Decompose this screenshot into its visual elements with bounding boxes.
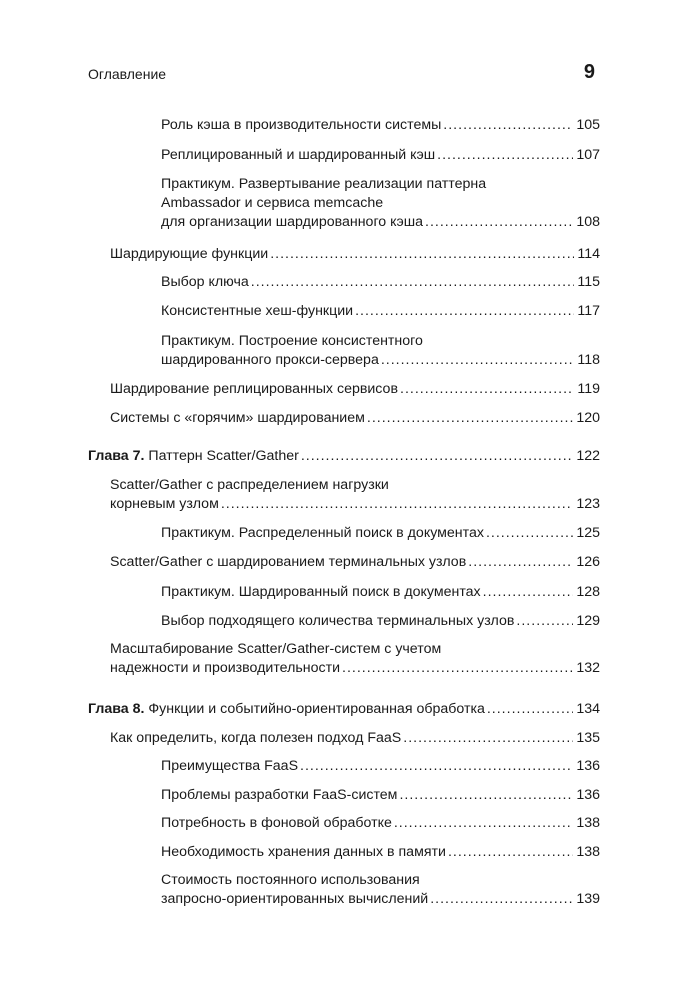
toc-entry <box>161 175 600 232</box>
toc-entry-line: Scatter/Gather с распределением нагрузки <box>110 477 389 493</box>
toc-entry-title-text: Необходимость хранения данных в памяти <box>161 844 446 860</box>
toc-entry-title <box>110 495 219 514</box>
toc-entry-last-line <box>161 843 600 862</box>
toc-entry <box>110 476 600 514</box>
toc-entry-title-text: надежности и производительности <box>110 660 340 676</box>
toc-page-number: 122 <box>576 448 600 464</box>
toc-entry-title <box>161 273 249 292</box>
toc-entry-title <box>110 729 401 748</box>
toc-entry-title <box>161 524 484 543</box>
toc-entry <box>110 409 600 428</box>
toc-page-number: 138 <box>576 844 600 860</box>
chapter-label: Глава 7. <box>88 448 145 464</box>
toc-entry-title <box>161 302 353 321</box>
toc-chapter-entry <box>88 447 600 466</box>
toc-entry-last-line <box>110 495 600 514</box>
toc-entry-last-line <box>161 890 600 909</box>
toc-page-number: 107 <box>576 147 600 163</box>
toc-entry-title <box>161 786 397 805</box>
toc-page-number: 132 <box>576 660 600 676</box>
toc-entry-title <box>88 447 299 466</box>
toc-entry-last-line <box>88 700 600 719</box>
toc-entry-last-line <box>161 213 600 232</box>
toc-page-number: 128 <box>576 584 600 600</box>
toc-entry-title-text: Scatter/Gather с шардированием терминальных узлов <box>110 554 467 570</box>
toc-entry-title-text: Системы с «горячим» шардированием <box>110 410 365 426</box>
toc-entry-last-line <box>110 659 600 678</box>
dot-leader <box>355 302 574 321</box>
toc-entry <box>110 245 600 264</box>
toc-entry-title <box>161 146 435 165</box>
toc-entry-last-line <box>110 729 600 748</box>
toc-entry-line: Ambassador и сервиса memcache <box>161 195 384 211</box>
toc-entry-title-text: Функции и событийно-ориентированная обработка <box>148 701 485 717</box>
toc-page-number: 119 <box>577 381 600 397</box>
toc-entry-line: Практикум. Развертывание реализации паттерна <box>161 176 487 192</box>
toc-entry <box>161 524 600 543</box>
toc-entry-last-line <box>88 447 600 466</box>
toc-entry-title-text: Практикум. Шардированный поиск в документах <box>161 584 481 600</box>
toc-entry <box>161 871 600 909</box>
toc-entry-title <box>161 612 514 631</box>
toc-entry-title <box>88 700 485 719</box>
toc-entry-title-text: Проблемы разработки FaaS-систем <box>161 787 398 803</box>
toc-entry-title <box>110 409 365 428</box>
toc-entry-last-line <box>161 116 600 135</box>
toc-entry <box>161 116 600 135</box>
toc-entry <box>161 757 600 776</box>
toc-entry-title <box>161 351 379 370</box>
toc-page-number: 136 <box>576 758 600 774</box>
toc-page-number: 120 <box>576 410 600 426</box>
toc-page-number: 108 <box>576 214 600 230</box>
toc-page-number: 129 <box>576 613 600 629</box>
dot-leader <box>270 245 574 264</box>
toc-entry-title-text: Паттерн Scatter/Gather <box>148 448 299 464</box>
toc-entry-last-line <box>110 553 600 572</box>
dot-leader <box>483 583 574 602</box>
toc-entry-title-text: Выбор подходящего количества терминальных узлов <box>161 613 515 629</box>
chapter-label: Глава 8. <box>88 701 145 717</box>
dot-leader <box>301 447 574 466</box>
dot-leader <box>400 380 574 399</box>
toc-page-number: 114 <box>577 246 600 262</box>
dot-leader <box>399 786 573 805</box>
toc-entry-title-text: корневым узлом <box>110 496 219 512</box>
toc-page-number: 123 <box>576 496 600 512</box>
toc-entry-last-line <box>110 380 600 399</box>
toc-entry-line: Стоимость постоянного использования <box>161 872 420 888</box>
toc-entry-title-text: запросно-ориентированных вычислений <box>161 891 429 907</box>
dot-leader <box>486 524 573 543</box>
toc-entry-title-text: Как определить, когда полезен подход FaaS <box>110 730 402 746</box>
toc-entry-last-line <box>161 814 600 833</box>
toc-entry-last-line <box>161 351 600 370</box>
toc-entry-title-text: Практикум. Распределенный поиск в документах <box>161 525 484 541</box>
dot-leader <box>403 729 573 748</box>
toc-entry-title <box>161 583 481 602</box>
toc-page-number: 126 <box>576 554 600 570</box>
toc-entry-title <box>110 380 398 399</box>
toc-entry <box>161 302 600 321</box>
dot-leader <box>425 213 573 232</box>
dot-leader <box>443 116 573 135</box>
toc-entry-last-line <box>161 302 600 321</box>
toc-entry <box>161 273 600 292</box>
dot-leader <box>437 146 573 165</box>
toc-page-number: 136 <box>576 787 600 803</box>
toc-page-number: 125 <box>576 525 600 541</box>
toc-entry-last-line <box>161 273 600 292</box>
toc-page-number: 105 <box>576 117 600 133</box>
dot-leader <box>487 700 573 719</box>
toc-page-number: 118 <box>577 352 600 368</box>
toc-entry <box>110 380 600 399</box>
toc-entry-title-text: Роль кэша в производительности системы <box>161 117 442 133</box>
dot-leader <box>342 659 573 678</box>
toc-entry <box>161 843 600 862</box>
toc-entry-title-text: Потребность в фоновой обработке <box>161 815 392 831</box>
toc-entry-title <box>110 553 466 572</box>
page-number: 9 <box>583 61 595 83</box>
toc-page-number: 117 <box>577 303 600 319</box>
toc-entry-last-line <box>110 409 600 428</box>
dot-leader <box>300 757 573 776</box>
toc-page-number: 138 <box>576 815 600 831</box>
toc-entry <box>161 583 600 602</box>
toc-entry-title-text: Шардирующие функции <box>110 246 269 262</box>
toc-entry <box>110 553 600 572</box>
toc-entry-title-text: Выбор ключа <box>161 274 249 290</box>
toc-entry-last-line <box>161 524 600 543</box>
dot-leader <box>221 495 574 514</box>
toc-entry-title-text: Преимущества FaaS <box>161 758 299 774</box>
toc-entry-line: Масштабирование Scatter/Gather-систем с учетом <box>110 641 442 657</box>
toc-entry-title <box>110 659 340 678</box>
toc-entry-title <box>161 757 298 776</box>
toc-entry-title <box>161 213 423 232</box>
toc-entry-title-text: для организации шардированного кэша <box>161 214 424 230</box>
toc-entry <box>161 612 600 631</box>
toc-entry <box>161 786 600 805</box>
dot-leader <box>367 409 573 428</box>
toc-page-number: 115 <box>577 274 600 290</box>
toc-entry-title <box>161 814 392 833</box>
toc-entry-title-text: Реплицированный и шардированный кэш <box>161 147 436 163</box>
toc-entry-last-line <box>110 245 600 264</box>
toc-entry-title <box>161 116 441 135</box>
toc-entry-title-text: Консистентные хеш-функции <box>161 303 354 319</box>
dot-leader <box>516 612 573 631</box>
toc-entry <box>161 146 600 165</box>
toc-entry-last-line <box>161 146 600 165</box>
toc-page-number: 139 <box>576 891 600 907</box>
dot-leader <box>430 890 573 909</box>
toc-entry <box>161 814 600 833</box>
dot-leader <box>251 273 575 292</box>
running-header-title: Оглавление <box>88 66 167 82</box>
dot-leader <box>381 351 575 370</box>
dot-leader <box>394 814 573 833</box>
toc-entry <box>110 729 600 748</box>
toc-entry-title-text: шардированного прокси-сервера <box>161 352 379 368</box>
toc-page-number: 134 <box>576 701 600 717</box>
toc-entry-last-line <box>161 757 600 776</box>
toc-entry-last-line <box>161 786 600 805</box>
toc-entry-title <box>110 245 268 264</box>
toc-entry <box>161 332 600 370</box>
toc-entry-line: Практикум. Построение консистентного <box>161 333 423 349</box>
dot-leader <box>448 843 573 862</box>
toc-chapter-entry <box>88 700 600 719</box>
toc-entry-title-text: Шардирование реплицированных сервисов <box>110 381 398 397</box>
toc-entry <box>110 640 600 678</box>
toc-entry-last-line <box>161 612 600 631</box>
toc-entry-last-line <box>161 583 600 602</box>
dot-leader <box>468 553 573 572</box>
toc-page-number: 135 <box>576 730 600 746</box>
toc-entry-title <box>161 890 428 909</box>
toc-entry-title <box>161 843 446 862</box>
